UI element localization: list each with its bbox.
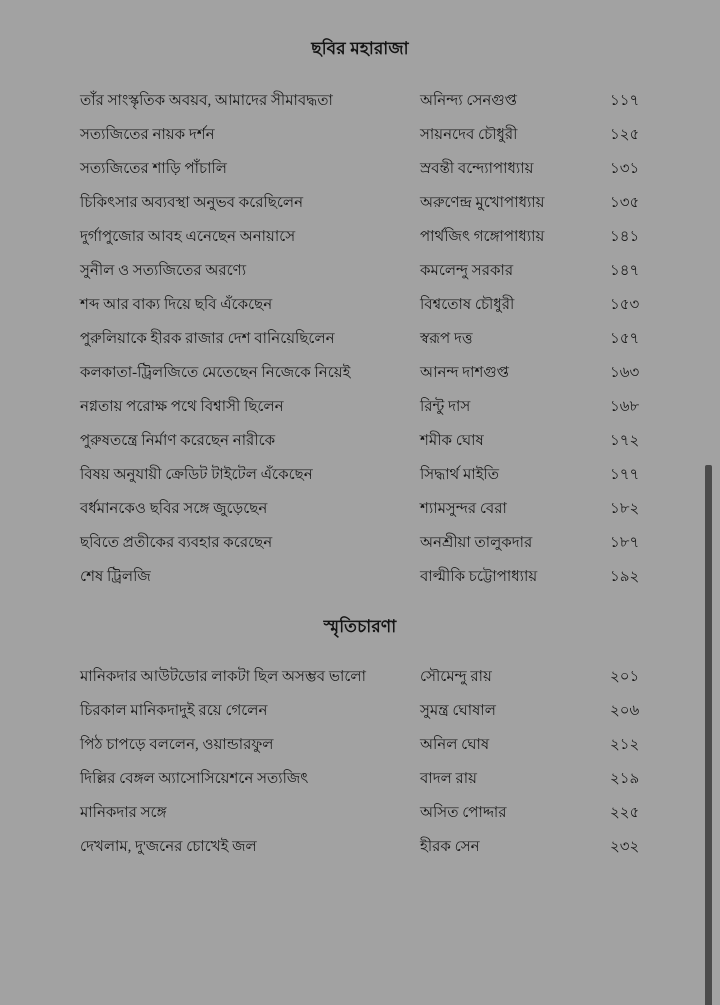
toc-entry-page-number: ১৮২	[610, 501, 640, 517]
toc-entry-title: নগ্নতায় পরোক্ষ পথে বিশ্বাসী ছিলেন	[80, 399, 284, 415]
toc-entry-title: সত্যজিতের নায়ক দর্শন	[80, 127, 215, 143]
toc-entry-author: সায়নদেব চৌধুরী	[420, 127, 518, 143]
toc-entry-row[interactable]	[0, 296, 720, 330]
toc-entry-title: মানিকদার সঙ্গে	[80, 805, 167, 821]
toc-entry-row[interactable]	[0, 500, 720, 534]
toc-entry-page-number: ১৫৩	[610, 297, 640, 313]
toc-entry-page-number: ১৭৭	[610, 467, 640, 483]
toc-entry-author: বাদল রায়	[420, 771, 477, 787]
toc-entry-author: স্রবন্তী বন্দ্যোপাধ্যায়	[420, 161, 534, 177]
toc-entry-page-number: ২৩২	[610, 839, 640, 855]
toc-entry-author: সুমন্ত্র ঘোষাল	[420, 703, 496, 719]
toc-entry-page-number: ১৪৭	[610, 263, 640, 279]
toc-entry-page-number: ২১৯	[610, 771, 640, 787]
toc-entry-row[interactable]	[0, 364, 720, 398]
toc-entry-title: বর্ধমানকেও ছবির সঙ্গে জুড়েছেন	[80, 501, 268, 517]
contents-section-smritichorona	[0, 602, 720, 872]
toc-list	[0, 668, 720, 872]
section-heading: ছবির মহারাজা	[311, 39, 409, 58]
toc-entry-row[interactable]	[0, 568, 720, 602]
toc-entry-author: শমীক ঘোষ	[420, 433, 484, 449]
toc-entry-author: সিদ্ধার্থ মাইতি	[420, 467, 500, 483]
toc-entry-author: অনিন্দ্য সেনগুপ্ত	[420, 93, 517, 109]
toc-entry-row[interactable]	[0, 228, 720, 262]
toc-entry-title: শব্দ আর বাক্য দিয়ে ছবি এঁকেছেন	[80, 297, 273, 313]
toc-entry-title: বিষয় অনুযায়ী ক্রেডিট টাইটেল এঁকেছেন	[80, 467, 313, 483]
toc-entry-title: কলকাতা-ট্রিলজিতে মেতেছেন নিজেকে নিয়েই	[80, 365, 351, 381]
toc-entry-page-number: ১৬৩	[610, 365, 640, 381]
toc-entry-author: অরুণেন্দ্র মুখোপাধ্যায়	[420, 195, 545, 211]
toc-entry-title: শেষ ট্রিলজি	[80, 569, 151, 585]
toc-entry-title: ছবিতে প্রতীকের ব্যবহার করেছেন	[80, 535, 273, 551]
toc-entry-page-number: ১৫৭	[610, 331, 640, 347]
toc-entry-page-number: ১৩১	[610, 161, 640, 177]
toc-entry-title: তাঁর সাংস্কৃতিক অবয়ব, আমাদের সীমাবদ্ধতা	[80, 93, 333, 109]
toc-entry-page-number: ১৯২	[610, 569, 640, 585]
section-heading: স্মৃতিচারণা	[323, 617, 397, 636]
toc-entry-page-number: ১৩৫	[610, 195, 640, 211]
toc-entry-page-number: ২০৬	[610, 703, 640, 719]
toc-entry-title: দিল্লির বেঙ্গল অ্যাসোসিয়েশনে সত্যজিৎ	[80, 771, 309, 787]
toc-entry-page-number: ১১৭	[610, 93, 640, 109]
toc-entry-page-number: ১৪১	[610, 229, 640, 245]
toc-entry-page-number: ১৭২	[610, 433, 640, 449]
toc-entry-author: সৌমেন্দু রায়	[420, 669, 492, 685]
toc-entry-title: দেখলাম, দু'জনের চোখেই জল	[80, 839, 257, 855]
toc-entry-row[interactable]	[0, 194, 720, 228]
toc-entry-author: পার্থজিৎ গঙ্গোপাধ্যায়	[420, 229, 545, 245]
toc-entry-author: হীরক সেন	[420, 839, 480, 855]
toc-entry-author: অনশ্রীয়া তালুকদার	[420, 535, 533, 551]
toc-entry-row[interactable]	[0, 432, 720, 466]
toc-entry-title: চিরকাল মানিকদাদুই রয়ে গেলেন	[80, 703, 268, 719]
toc-entry-row[interactable]	[0, 160, 720, 194]
toc-entry-author: স্বরূপ দত্ত	[420, 331, 473, 347]
toc-entry-title: সত্যজিতের শাড়ি পাঁচালি	[80, 161, 227, 177]
toc-entry-author: রিন্টু দাস	[420, 399, 471, 415]
toc-entry-page-number: ১৮৭	[610, 535, 640, 551]
toc-entry-row[interactable]	[0, 262, 720, 296]
toc-entry-author: অনিল ঘোষ	[420, 737, 490, 753]
page-edge-strip	[705, 465, 712, 1005]
toc-entry-row[interactable]	[0, 466, 720, 500]
toc-list	[0, 92, 720, 602]
toc-entry-title: পুরুলিয়াকে হীরক রাজার দেশ বানিয়েছিলেন	[80, 331, 335, 347]
toc-entry-row[interactable]	[0, 534, 720, 568]
toc-entry-title: সুনীল ও সত্যজিতের অরণ্যে	[80, 263, 247, 279]
toc-entry-page-number: ২১২	[610, 737, 640, 753]
toc-entry-author: বিশ্বতোষ চৌধুরী	[420, 297, 515, 313]
toc-entry-row[interactable]	[0, 92, 720, 126]
toc-entry-page-number: ২২৫	[610, 805, 640, 821]
toc-entry-title: পিঠ চাপড়ে বললেন, ওয়ান্ডারফুল	[80, 737, 274, 753]
toc-entry-page-number: ২০১	[610, 669, 640, 685]
toc-entry-row[interactable]	[0, 736, 720, 770]
toc-entry-row[interactable]	[0, 330, 720, 364]
toc-entry-row[interactable]	[0, 398, 720, 432]
toc-entry-row[interactable]	[0, 702, 720, 736]
toc-entry-page-number: ১২৫	[610, 127, 640, 143]
toc-entry-row[interactable]	[0, 838, 720, 872]
toc-entry-author: আনন্দ দাশগুপ্ত	[420, 365, 509, 381]
toc-entry-title: মানিকদার আউটডোর লাকটা ছিল অসম্ভব ভালো	[80, 669, 366, 685]
toc-entry-page-number: ১৬৮	[610, 399, 640, 415]
toc-entry-row[interactable]	[0, 126, 720, 160]
toc-entry-title: পুরুষতন্ত্রে নির্মাণ করেছেন নারীকে	[80, 433, 276, 449]
toc-entry-author: শ্যামসুন্দর বেরা	[420, 501, 507, 517]
toc-entry-row[interactable]	[0, 770, 720, 804]
toc-entry-author: বাল্মীকি চট্টোপাধ্যায়	[420, 569, 538, 585]
toc-entry-author: অসিত পোদ্দার	[420, 805, 507, 821]
toc-entry-title: দুর্গাপুজোর আবহ এনেছেন অনায়াসে	[80, 229, 296, 245]
toc-entry-author: কমলেন্দু সরকার	[420, 263, 514, 279]
toc-entry-title: চিকিৎসার অব্যবস্থা অনুভব করেছিলেন	[80, 195, 304, 211]
toc-entry-row[interactable]	[0, 804, 720, 838]
toc-entry-row[interactable]	[0, 668, 720, 702]
